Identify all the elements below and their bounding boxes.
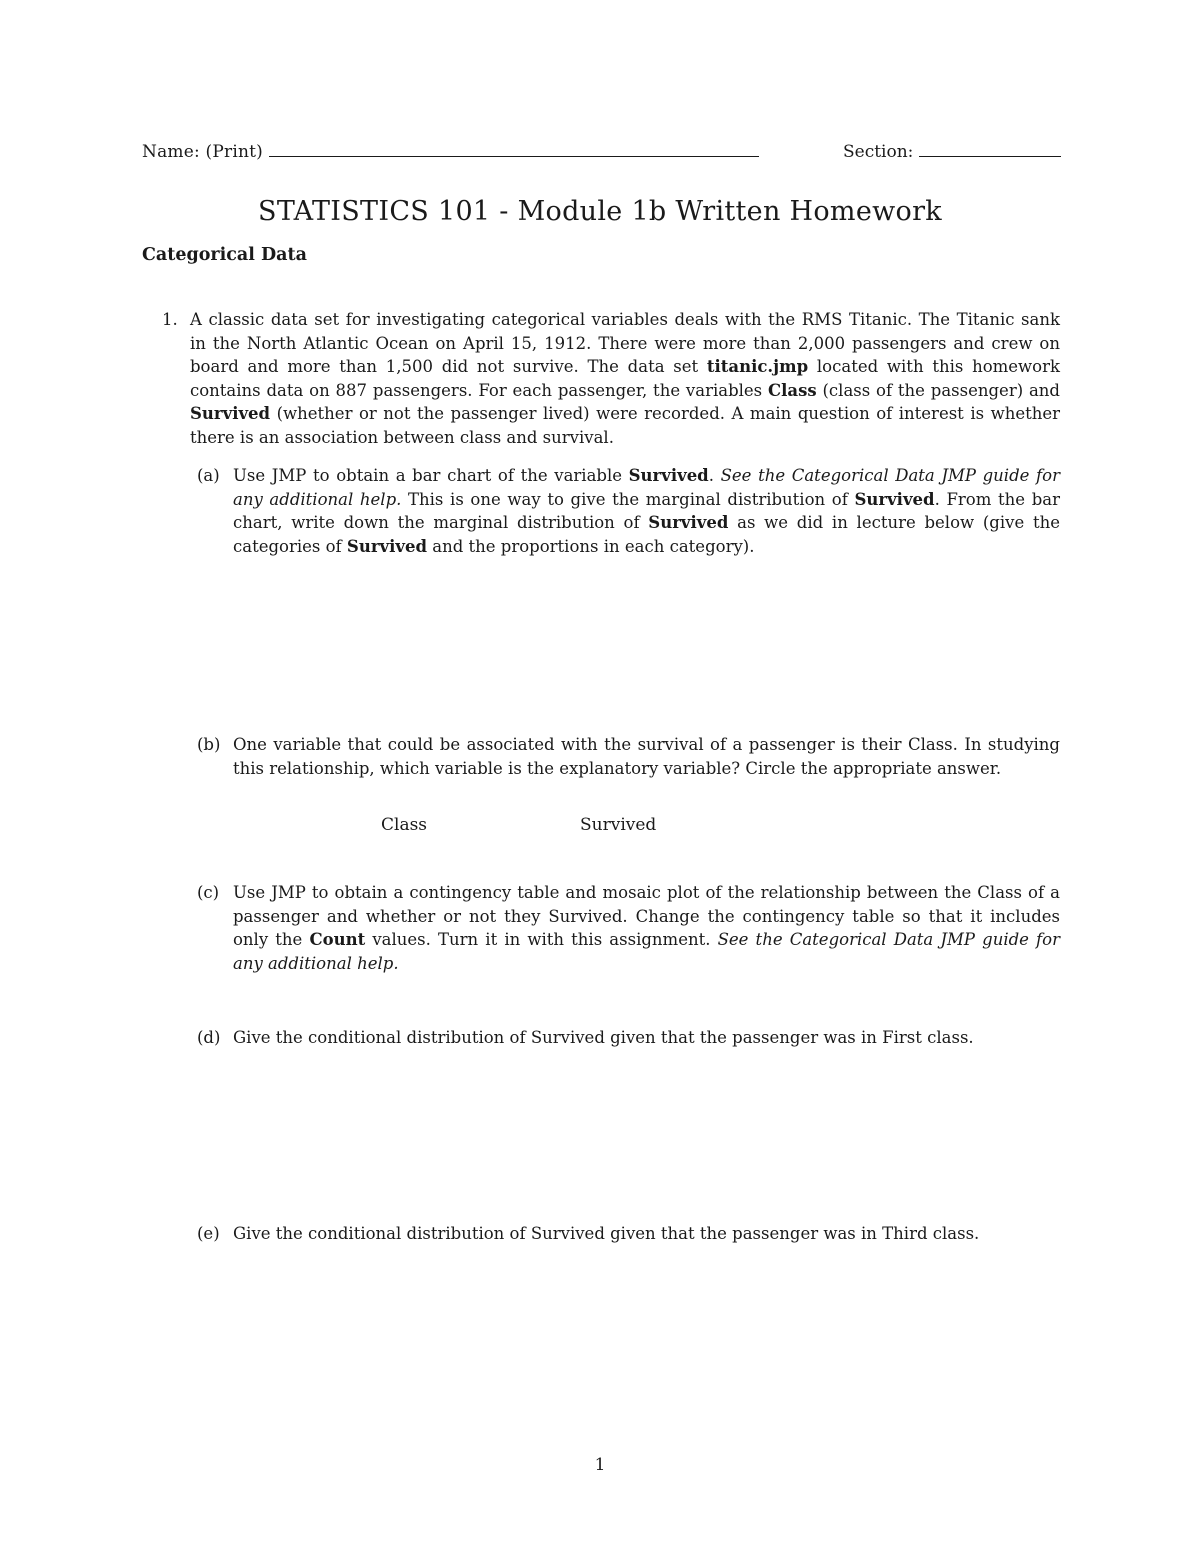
text-run: and the proportions in each category). [427,536,755,556]
name-blank-line [269,155,759,157]
document-title: STATISTICS 101 - Module 1b Written Homework [258,196,942,227]
text-run: (whether or not the passenger lived) were recorded. A main question of interest is whether there is an association between class and survival. [190,404,1060,447]
variable-name: Survived [190,404,271,423]
text-run: as we did in lecture below (give the categories of [233,513,1060,556]
part-b-text: One variable that could be associated with the survival of a passenger is their Class. In studying this relationship, which variable is the explanatory variable? Circle the appropriate answer. [233,735,1060,778]
text-run: Use JMP to obtain a contingency table and mosaic plot of the relationship between the Class of a passenger and whether or not they Survived. Change the contingency table so that it includes only the [233,883,1060,949]
name-label: Name: (Print) [142,142,263,162]
part-e-text: Give the conditional distribution of Survived given that the passenger was in Third class. [233,1224,980,1243]
question-1 [162,308,1060,449]
part-c-text [233,881,1060,975]
name-field-row [142,142,759,162]
part-label: (d) [197,1028,221,1047]
section-blank-line [919,155,1061,157]
part-label: (c) [197,883,220,902]
question-1-text [190,308,1060,449]
part-label: (b) [197,735,221,754]
choice-class: Class [381,815,428,835]
page-number: 1 [594,1455,606,1475]
text-run: This is one way to give the marginal distribution of [401,489,855,509]
part-e [197,1222,1060,1246]
section-label: Section: [843,142,914,162]
part-label: (e) [197,1224,220,1243]
text-run: located with this homework contains data on 887 passengers. For each passenger, the variables [190,357,1060,400]
text-run: values. Turn it in with this assignment. [365,930,718,949]
text-run: (class of the passenger) and [816,380,1060,400]
variable-name: Survived [854,489,935,509]
part-c [197,881,1060,975]
choice-survived: Survived [580,815,657,835]
text-run: Use JMP to obtain a bar chart of the variable [233,466,629,485]
part-a [197,464,1060,558]
part-label: (a) [197,466,220,485]
count-term: Count [309,930,366,949]
section-heading: Categorical Data [142,245,307,265]
guide-reference: See the Categorical Data JMP guide for any additional help. [233,466,1060,509]
variable-name: Survived [346,536,427,556]
variable-name: Survived [628,466,709,485]
guide-reference: See the Categorical Data JMP guide for any additional help. [233,930,1060,973]
text-run: A classic data set for investigating categorical variables deals with the RMS Titanic. The Titanic sank in the North Atlantic Ocean on April 15, 1912. There were more than 2,000 passengers and crew on board and more than 1,500 did not survive. The data set [190,310,1060,376]
question-number: 1. [162,310,178,329]
dataset-name: titanic.jmp [706,357,809,376]
part-b [197,733,1060,780]
part-d-text: Give the conditional distribution of Survived given that the passenger was in First class. [233,1028,974,1047]
text-run: . [708,466,721,485]
variable-name: Survived [648,513,729,532]
variable-name: Class [767,380,817,400]
text-run: . From the bar chart, write down the marginal distribution of [233,489,1060,532]
part-d [197,1026,1060,1050]
part-a-text [233,464,1060,558]
section-field-row [843,142,1061,162]
